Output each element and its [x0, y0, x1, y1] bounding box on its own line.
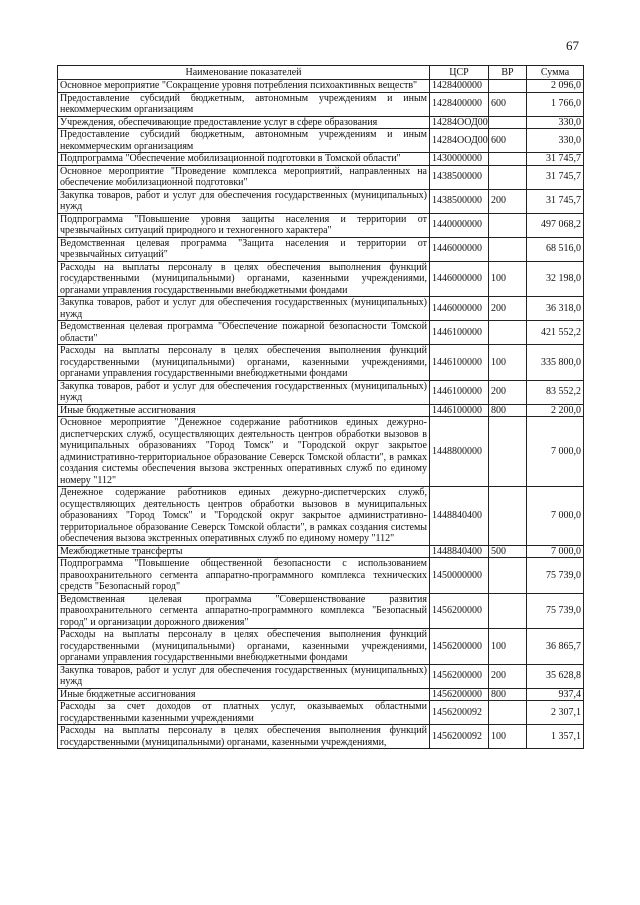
row-sum-cell: 497 068,2	[527, 213, 584, 237]
row-name-cell: Ведомственная целевая программа "Совершенствование развития правоохранительного сегмента аппаратно-программного комплекса "Безопасный город" и организации дорожного движения"	[58, 593, 430, 629]
row-sum-cell: 83 552,2	[527, 380, 584, 404]
table-row	[58, 297, 584, 321]
row-csr-cell: 14284ООД00	[430, 129, 489, 153]
row-sum-cell: 36 865,7	[527, 629, 584, 665]
row-name-cell: Расходы на выплаты персоналу в целях обеспечения выполнения функций государственными (муниципальными) органами, казенными учреждениями,	[58, 725, 430, 749]
row-vr-cell: 800	[489, 688, 527, 701]
table-row	[58, 487, 584, 546]
row-csr-cell: 1456200000	[430, 688, 489, 701]
table-row	[58, 153, 584, 166]
row-vr-cell	[489, 487, 527, 546]
row-sum-cell: 7 000,0	[527, 487, 584, 546]
row-sum-cell: 35 628,8	[527, 664, 584, 688]
row-name-cell: Расходы на выплаты персоналу в целях обеспечения выполнения функций государственными (муниципальными) органами, казенными учреждениями, органами управления государственными внебюджетными фондами	[58, 629, 430, 665]
table-row	[58, 321, 584, 345]
row-name-cell: Иные бюджетные ассигнования	[58, 404, 430, 417]
row-vr-cell: 100	[489, 725, 527, 749]
row-vr-cell: 800	[489, 404, 527, 417]
row-csr-cell: 1448840400	[430, 487, 489, 546]
row-vr-cell	[489, 701, 527, 725]
row-csr-cell: 1456200000	[430, 629, 489, 665]
row-sum-cell: 36 318,0	[527, 297, 584, 321]
row-name-cell: Подпрограмма "Повышение уровня защиты населения и территории от чрезвычайных ситуаций природного и техногенного характера"	[58, 213, 430, 237]
row-vr-cell	[489, 153, 527, 166]
table-row	[58, 165, 584, 189]
row-vr-cell: 100	[489, 629, 527, 665]
row-csr-cell: 1456200092	[430, 701, 489, 725]
header-sum: Сумма	[527, 66, 584, 80]
table-row	[58, 261, 584, 297]
header-vr: ВР	[489, 66, 527, 80]
row-vr-cell: 200	[489, 297, 527, 321]
row-csr-cell: 1428400000	[430, 80, 489, 93]
row-csr-cell: 1446100000	[430, 345, 489, 381]
row-vr-cell: 100	[489, 345, 527, 381]
table-row	[58, 701, 584, 725]
table-row	[58, 558, 584, 594]
row-name-cell: Расходы на выплаты персоналу в целях обеспечения выполнения функций государственными (муниципальными) органами, казенными учреждениями, органами управления государственными внебюджетными фондами	[58, 345, 430, 381]
table-row	[58, 189, 584, 213]
row-name-cell: Основное мероприятие "Сокращение уровня потребления психоактивных веществ"	[58, 80, 430, 93]
row-name-cell: Расходы на выплаты персоналу в целях обеспечения выполнения функций государственными (муниципальными) органами, казенными учреждениями, органами управления государственными внебюджетными фондами	[58, 261, 430, 297]
table-row	[58, 92, 584, 116]
row-csr-cell: 1448800000	[430, 417, 489, 487]
row-csr-cell: 1430000000	[430, 153, 489, 166]
row-name-cell: Закупка товаров, работ и услуг для обеспечения государственных (муниципальных) нужд	[58, 664, 430, 688]
row-name-cell: Ведомственная целевая программа "Защита населения и территории от чрезвычайных ситуаций"	[58, 237, 430, 261]
row-sum-cell: 2 200,0	[527, 404, 584, 417]
row-vr-cell	[489, 213, 527, 237]
row-csr-cell: 1446100000	[430, 404, 489, 417]
row-csr-cell: 14284ООД00	[430, 116, 489, 129]
row-name-cell: Закупка товаров, работ и услуг для обеспечения государственных (муниципальных) нужд	[58, 297, 430, 321]
table-row	[58, 417, 584, 487]
row-csr-cell: 1456200000	[430, 664, 489, 688]
row-name-cell: Закупка товаров, работ и услуг для обеспечения государственных (муниципальных) нужд	[58, 380, 430, 404]
row-vr-cell	[489, 237, 527, 261]
row-sum-cell: 335 800,0	[527, 345, 584, 381]
row-name-cell: Подпрограмма "Повышение общественной безопасности с использованием правоохранительного сегмента аппаратно-программного комплекса технических средств "Безопасный город"	[58, 558, 430, 594]
row-sum-cell: 421 552,2	[527, 321, 584, 345]
row-sum-cell: 32 198,0	[527, 261, 584, 297]
row-vr-cell	[489, 116, 527, 129]
table-row	[58, 725, 584, 749]
row-csr-cell: 1446000000	[430, 261, 489, 297]
table-row	[58, 404, 584, 417]
row-name-cell: Расходы за счет доходов от платных услуг, оказываемых областными государственными казенными учреждениями	[58, 701, 430, 725]
row-csr-cell: 1440000000	[430, 213, 489, 237]
row-sum-cell: 2 096,0	[527, 80, 584, 93]
row-vr-cell	[489, 593, 527, 629]
row-csr-cell: 1456200000	[430, 593, 489, 629]
row-vr-cell: 600	[489, 129, 527, 153]
row-vr-cell	[489, 417, 527, 487]
row-sum-cell: 68 516,0	[527, 237, 584, 261]
table-row	[58, 545, 584, 558]
row-vr-cell: 200	[489, 380, 527, 404]
row-vr-cell: 600	[489, 92, 527, 116]
row-sum-cell: 2 307,1	[527, 701, 584, 725]
row-sum-cell: 7 000,0	[527, 545, 584, 558]
row-sum-cell: 75 739,0	[527, 558, 584, 594]
row-csr-cell: 1446100000	[430, 380, 489, 404]
table-row	[58, 345, 584, 381]
row-vr-cell: 200	[489, 189, 527, 213]
table-row	[58, 116, 584, 129]
row-csr-cell: 1446000000	[430, 297, 489, 321]
row-csr-cell: 1456200092	[430, 725, 489, 749]
row-sum-cell: 1 766,0	[527, 92, 584, 116]
row-name-cell: Денежное содержание работников единых дежурно-диспетчерских служб, осуществляющих деятельность центров обработки вызовов в муниципальных образованиях "Город Томск" и "Городской округ закрытое административно-территориальное образование Северск Томской области", в рамках создания системы обеспечения вызова экстренных оперативных служб по единому номеру "112"	[58, 487, 430, 546]
row-vr-cell: 500	[489, 545, 527, 558]
row-vr-cell	[489, 321, 527, 345]
table-row	[58, 213, 584, 237]
table-row	[58, 664, 584, 688]
row-name-cell: Иные бюджетные ассигнования	[58, 688, 430, 701]
row-csr-cell: 1448840400	[430, 545, 489, 558]
table-row	[58, 129, 584, 153]
row-sum-cell: 1 357,1	[527, 725, 584, 749]
budget-table	[57, 65, 584, 749]
header-name: Наименование показателей	[58, 66, 430, 80]
row-csr-cell: 1428400000	[430, 92, 489, 116]
table-header-row	[58, 66, 584, 80]
row-sum-cell: 330,0	[527, 129, 584, 153]
table-body	[58, 80, 584, 749]
row-sum-cell: 31 745,7	[527, 153, 584, 166]
row-sum-cell: 75 739,0	[527, 593, 584, 629]
row-name-cell: Предоставление субсидий бюджетным, автономным учреждениям и иным некоммерческим организациям	[58, 92, 430, 116]
row-name-cell: Межбюджетные трансферты	[58, 545, 430, 558]
row-name-cell: Предоставление субсидий бюджетным, автономным учреждениям и иным некоммерческим организациям	[58, 129, 430, 153]
table-row	[58, 380, 584, 404]
row-csr-cell: 1450000000	[430, 558, 489, 594]
row-sum-cell: 31 745,7	[527, 189, 584, 213]
header-csr: ЦСР	[430, 66, 489, 80]
table-row	[58, 593, 584, 629]
row-csr-cell: 1446000000	[430, 237, 489, 261]
row-csr-cell: 1438500000	[430, 189, 489, 213]
row-vr-cell: 100	[489, 261, 527, 297]
row-vr-cell: 200	[489, 664, 527, 688]
row-name-cell: Основное мероприятие "Проведение комплекса мероприятий, направленных на обеспечение мобилизационной подготовки"	[58, 165, 430, 189]
table-row	[58, 688, 584, 701]
row-vr-cell	[489, 558, 527, 594]
row-sum-cell: 330,0	[527, 116, 584, 129]
row-name-cell: Основное мероприятие "Денежное содержание работников единых дежурно-диспетчерских служб, осуществляющих деятельность центров обработки вызовов в муниципальных образованиях "Город Томск" и "Городской округ закрытое административно-территориальное образование Северск Томской области", в рамках создания системы обеспечения вызова экстренных оперативных служб по единому номеру "112"	[58, 417, 430, 487]
row-csr-cell: 1438500000	[430, 165, 489, 189]
row-vr-cell	[489, 165, 527, 189]
row-name-cell: Закупка товаров, работ и услуг для обеспечения государственных (муниципальных) нужд	[58, 189, 430, 213]
row-csr-cell: 1446100000	[430, 321, 489, 345]
table-row	[58, 237, 584, 261]
row-sum-cell: 7 000,0	[527, 417, 584, 487]
table-row	[58, 629, 584, 665]
row-name-cell: Ведомственная целевая программа "Обеспечение пожарной безопасности Томской области"	[58, 321, 430, 345]
row-name-cell: Подпрограмма "Обеспечение мобилизационной подготовки в Томской области"	[58, 153, 430, 166]
row-sum-cell: 31 745,7	[527, 165, 584, 189]
table-row	[58, 80, 584, 93]
row-vr-cell	[489, 80, 527, 93]
page-number: 67	[566, 38, 579, 53]
row-name-cell: Учреждения, обеспечивающие предоставление услуг в сфере образования	[58, 116, 430, 129]
row-sum-cell: 937,4	[527, 688, 584, 701]
